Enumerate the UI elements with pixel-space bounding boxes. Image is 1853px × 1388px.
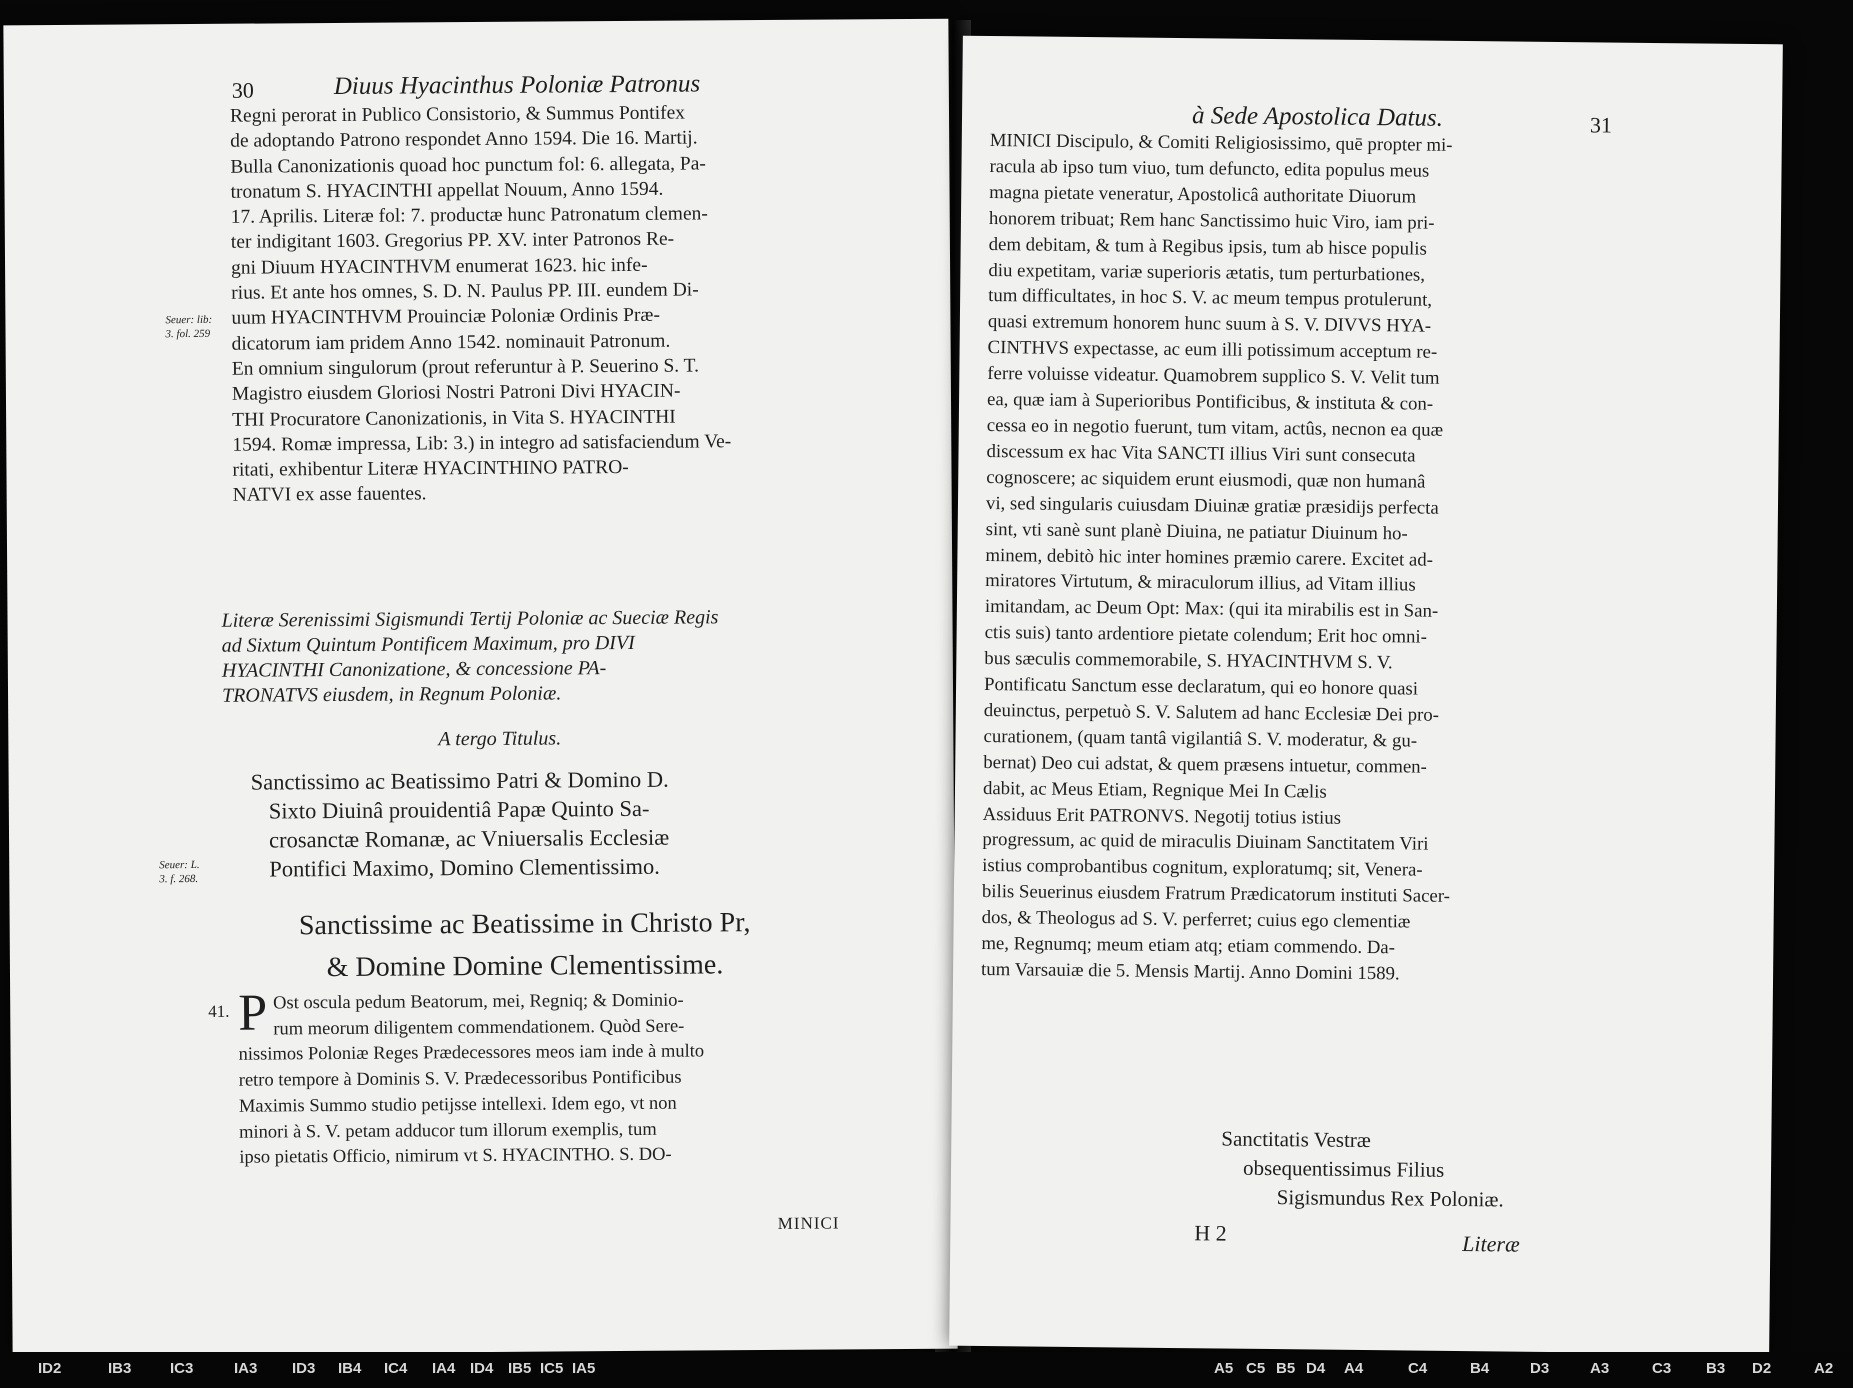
text-line: Regni perorat in Publico Consistorio, & Summus Pontifex — [229, 102, 686, 127]
letter-opening — [238, 984, 799, 1172]
strip-label: ID4 — [470, 1360, 494, 1377]
signature-name: Sigismundus Rex Poloniæ. — [1276, 1185, 1504, 1212]
text-line: ad Sixtum Quintum Pontificem Maximum, pro DIVI — [221, 631, 635, 657]
catchword: Literæ — [1462, 1231, 1520, 1257]
text-line: 17. Aprilis. Literæ fol: 7. productæ hunc Patronatum clemen- — [230, 203, 708, 228]
text-line: dabit, ac Meus Etiam, Regnique Mei In Cælis — [982, 777, 1327, 803]
text-line: Sixto Diuinâ prouidentiâ Papæ Quinto Sa- — [268, 795, 650, 824]
text-line: honorem tribuat; Rem hanc Sanctissimo huic Viro, iam pri- — [988, 207, 1435, 234]
strip-label: D3 — [1530, 1360, 1550, 1377]
text-line: uum HYACINTHVM Prouinciæ Poloniæ Ordinis Præ- — [231, 305, 660, 330]
text-line: magna pietate veneratur, Apostolicâ authoritate Diuorum — [989, 181, 1417, 208]
margin-note: Seuer: lib: — [165, 313, 213, 327]
right-page-number: 31 — [1589, 112, 1613, 138]
text-line: 1594. Romæ impressa, Lib: 3.) in integro ad satisfaciendum Ve- — [232, 431, 732, 456]
text-line: diu expetitam, variæ superioris ætatis, tum perturbationes, — [988, 259, 1426, 286]
text-line: ctis suis) tanto ardentiore pietate colendum; Erit hoc omni- — [984, 622, 1427, 648]
margin-note: 3. fol. 259 — [165, 327, 211, 341]
text-line: quasi extremum honorem hunc suum à S. V. DIVVS HYA- — [987, 311, 1432, 338]
text-line: Literæ Serenissimi Sigismundi Tertij Poloniæ ac Sueciæ Regis — [221, 606, 719, 632]
text-line: tum difficultates, in hoc S. V. ac meum tempus protulerunt, — [988, 285, 1433, 312]
strip-label: D2 — [1752, 1360, 1772, 1377]
signature-salutation: Sanctitatis Vestræ — [1221, 1126, 1371, 1153]
strip-label: IA4 — [432, 1360, 456, 1377]
text-line: rius. Et ante hos omnes, S. D. N. Paulus PP. III. eundem Di- — [231, 279, 699, 304]
strip-label: IA5 — [572, 1360, 596, 1377]
text-line: TRONATVS eiusdem, in Regnum Poloniæ. — [221, 682, 562, 707]
strip-label: IB3 — [108, 1360, 132, 1377]
text-line: ferre voluisse videatur. Quamobrem supplico S. V. Velit tum — [987, 363, 1440, 389]
left-running-head: Diuus Hyacinthus Poloniæ Patronus — [333, 70, 701, 101]
text-line: minori à S. V. petam adducor tum illorum exemplis, tum — [239, 1119, 657, 1143]
strip-label: A2 — [1814, 1360, 1834, 1377]
text-line: ea, quæ iam à Superioribus Pontificibus, & instituta & con- — [986, 389, 1434, 415]
strip-label: B3 — [1706, 1360, 1726, 1377]
margin-note: 3. f. 268. — [159, 872, 199, 886]
strip-label: IC4 — [384, 1360, 408, 1377]
text-line: racula ab ipso tum viuo, tum defuncto, edita populus meus — [989, 155, 1430, 182]
text-line: crosanctæ Romanæ, ac Vniuersalis Ecclesiæ — [268, 824, 670, 853]
strip-label: IB4 — [338, 1360, 362, 1377]
text-line: dicatorum iam pridem Anno 1542. nominauit Patronum. — [231, 330, 671, 355]
intro-paragraph — [230, 100, 732, 508]
text-line: Pontificatu Sanctum esse declaratum, qui eo honore quasi — [983, 674, 1419, 700]
text-line: bernat) Deo cui adstat, & quem præsens intuetur, commen- — [983, 751, 1427, 778]
text-line: Magistro eiusdem Gloriosi Nostri Patroni Divi HYACIN- — [231, 380, 681, 405]
left-page — [3, 19, 957, 1356]
text-line: En omnium singulorum (prout referuntur à P. Seuerino S. T. — [231, 355, 700, 380]
text-line: ter indigitant 1603. Gregorius PP. XV. inter Patronos Re- — [230, 229, 675, 254]
text-line: Assiduus Erit PATRONVS. Negotij totius istius — [982, 803, 1342, 829]
signature-closing: obsequentissimus Filius — [1242, 1155, 1445, 1182]
text-line: nissimos Poloniæ Reges Prædecessores meos iam inde à multo — [238, 1041, 705, 1066]
text-line: gni Diuum HYACINTHVM enumerat 1623. hic infe- — [230, 254, 648, 279]
right-page — [949, 36, 1783, 1355]
text-line: vi, sed singularis cuiusdam Diuinæ gratiæ præsidijs perfecta — [985, 492, 1439, 519]
text-line: de adoptando Patrono respondet Anno 1594. Die 16. Martij. — [230, 127, 698, 153]
salutation — [210, 901, 841, 989]
text-line: imitandam, ac Deum Opt: Max: (qui ita mirabilis est in San- — [984, 596, 1439, 623]
strip-label: B4 — [1470, 1360, 1490, 1377]
strip-label: ID2 — [38, 1360, 62, 1377]
strip-label: IC5 — [540, 1360, 564, 1377]
text-line: Pontifici Maximo, Domino Clementissimo. — [269, 853, 660, 882]
text-line: & Domine Domine Clementissime. — [326, 949, 724, 984]
a-tergo-heading: A tergo Titulus. — [438, 727, 562, 751]
text-line: dem debitam, & tum à Regibus ipsis, tum ab hisce populis — [988, 233, 1427, 260]
text-line: me, Regnumq; meum etiam atq; etiam commendo. Da- — [981, 933, 1396, 959]
text-line: dos, & Theologus ad S. V. perferret; cuius ego clementiæ — [981, 907, 1411, 933]
text-line: ipso pietatis Officio, nimirum vt S. HYACINTHO. S. DO- — [239, 1144, 672, 1168]
text-line: deuinctus, perpetuò S. V. Salutem ad hanc Ecclesiæ Dei pro- — [983, 699, 1440, 726]
strip-label: IB5 — [508, 1360, 532, 1377]
text-line: curationem, (quam tantâ vigilantiâ S. V. moderatur, & gu- — [983, 725, 1418, 752]
strip-label: IC3 — [170, 1360, 194, 1377]
right-running-head: à Sede Apostolica Datus. — [1191, 102, 1444, 132]
text-line: miratores Virtutum, & miraculorum illius, ad Vitam illius — [985, 570, 1416, 596]
left-page-number: 30 — [231, 77, 254, 103]
text-line: tum Varsauiæ die 5. Mensis Martij. Anno Domini 1589. — [980, 958, 1400, 985]
text-line: THI Procuratore Canonizationis, in Vita S. HYACINTHI — [232, 406, 676, 431]
text-line: Sanctissimo ac Beatissimo Patri & Domino D. — [250, 766, 669, 795]
text-line: tronatum S. HYACINTHI appellat Nouum, Anno 1594. — [230, 178, 664, 203]
text-line: ritati, exhibentur Literæ HYACINTHINO PATRO- — [232, 457, 629, 481]
text-line: Sanctissime ac Beatissime in Christo Pr, — [298, 907, 751, 942]
strip-label: ID3 — [292, 1360, 316, 1377]
text-line: Maximis Summo studio petijsse intellexi. Idem ego, vt non — [238, 1093, 677, 1117]
text-line: minem, debitò hic inter homines præmio carere. Excitet ad- — [985, 544, 1434, 571]
strip-label: D4 — [1306, 1360, 1326, 1377]
catchword: MINICI — [777, 1213, 840, 1233]
text-line: retro tempore à Dominis S. V. Prædecessoribus Pontificibus — [238, 1067, 682, 1091]
drop-cap: P — [238, 984, 268, 1042]
strip-label: B5 — [1276, 1360, 1296, 1377]
text-line: MINICI Discipulo, & Comiti Religiosissimo, quē propter mi- — [989, 130, 1453, 156]
strip-label: A4 — [1344, 1360, 1364, 1377]
text-line: Bulla Canonizationis quoad hoc punctum fol: 6. allegata, Pa- — [230, 153, 706, 178]
strip-label: C5 — [1246, 1360, 1266, 1377]
text-line: bilis Seuerinus eiusdem Fratrum Prædicatorum instituti Sacer- — [981, 881, 1451, 908]
paragraph-number: 41. — [208, 1001, 230, 1021]
strip-label: C3 — [1652, 1360, 1672, 1377]
text-line: discessum ex hac Vita SANCTI illius Viri sunt consecuta — [986, 440, 1416, 467]
text-line: Ost oscula pedum Beatorum, mei, Regniq; & Dominio- — [273, 990, 684, 1014]
text-line: rum meorum diligentem commendationem. Quòd Sere- — [273, 1016, 685, 1040]
text-line: progressum, ac quid de miraculis Diuinam Sanctitatem Viri — [982, 829, 1429, 856]
text-line: CINTHVS expectasse, ac eum illi potissimum acceptum re- — [987, 337, 1438, 363]
text-line: bus sæculis commemorabile, S. HYACINTHVM S. V. — [984, 648, 1393, 674]
text-line: NATVI ex asse fauentes. — [232, 483, 427, 507]
text-line: cognoscere; ac siquidem erunt eiusmodi, quæ non humanâ — [986, 466, 1426, 493]
margin-note: Seuer: L. — [159, 858, 200, 872]
strip-label: A3 — [1590, 1360, 1610, 1377]
strip-label: IA3 — [234, 1360, 258, 1377]
text-line: sint, vti sanè sunt planè Diuina, ne patiatur Diuinum ho- — [985, 518, 1408, 545]
text-line: cessa eo in negotio fuerunt, tum vitam, actûs, necnon ea quæ — [986, 414, 1444, 441]
scan-edge-strip — [0, 1352, 1853, 1388]
signature-mark: H 2 — [1194, 1220, 1227, 1246]
strip-label: C4 — [1408, 1360, 1428, 1377]
strip-label: A5 — [1214, 1360, 1234, 1377]
text-line: HYACINTHI Canonizatione, & concessione PA- — [221, 657, 607, 682]
letter-title — [221, 605, 719, 708]
letter-continuation — [981, 128, 1458, 988]
text-line: istius comprobantibus cognitum, exploratumq; sit, Venera- — [982, 855, 1423, 881]
address-block — [251, 765, 670, 884]
